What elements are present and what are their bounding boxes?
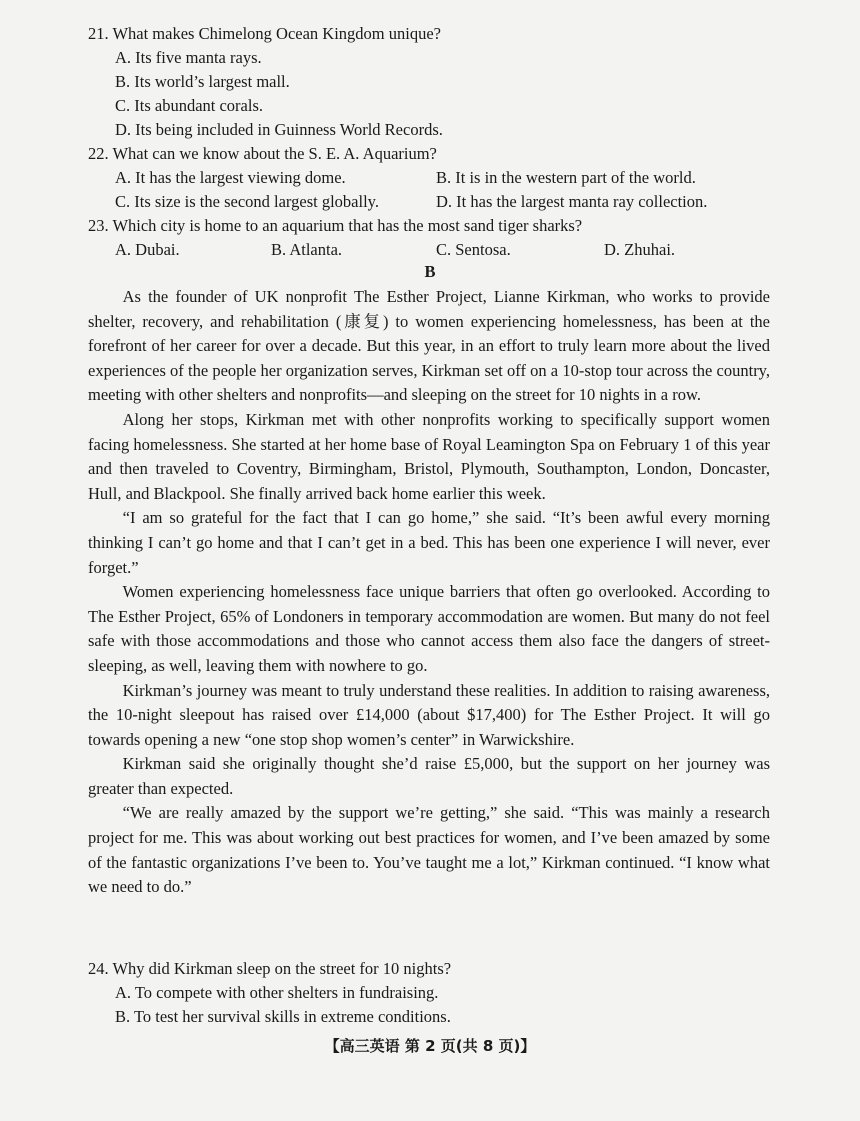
option: D. Zhuhai.: [604, 240, 676, 259]
question-stem: 22. What can we know about the S. E. A. Aquarium?: [88, 144, 437, 163]
option: B. Its world’s largest mall.: [115, 72, 290, 91]
option: D. Its being included in Guinness World Records.: [115, 120, 443, 139]
option: B. It is in the western part of the world.: [436, 168, 696, 187]
passage-paragraph: Kirkman said she originally thought she’d raise £5,000, but the support on her journey was greater than expected.: [88, 754, 770, 798]
option: C. Its abundant corals.: [115, 96, 264, 115]
question-stem: 24. Why did Kirkman sleep on the street for 10 nights?: [88, 959, 452, 978]
option: D. It has the largest manta ray collection.: [436, 192, 708, 211]
option: A. It has the largest viewing dome.: [115, 168, 346, 187]
question-stem: 21. What makes Chimelong Ocean Kingdom unique?: [88, 24, 441, 43]
passage-paragraph: As the founder of UK nonprofit The Esther Project, Lianne Kirkman, who works to provide shelter, recovery, and rehabilitation (康复) to women experiencing homelessness, has been at the forefront of her career for over a decade. But this year, in an effort to truly learn more about the lived experiences of the people her organization serves, Kirkman set off on a 10-stop tour across the country, meeting with other shelters and nonprofits—and sleeping on the street for 10 nights in a row.: [88, 287, 770, 405]
option: A. Its five manta rays.: [115, 48, 262, 67]
option: C. Its size is the second largest globally.: [115, 192, 379, 211]
option: A. Dubai.: [115, 240, 180, 259]
passage-paragraph: “I am so grateful for the fact that I can go home,” she said. “It’s been awful every morning thinking I can’t go home and that I can’t get in a bed. This has been one experience I will never, ever forget.”: [88, 508, 770, 577]
passage-paragraph: Kirkman’s journey was meant to truly understand these realities. In addition to raising awareness, the 10-night sleepout has raised over £14,000 (about $17,400) for The Esther Project. It will go towards opening a new “one stop shop women’s center” in Warwickshire.: [88, 680, 770, 749]
passage-paragraph: Along her stops, Kirkman met with other nonprofits working to specifically support women facing homelessness. She started at her home base of Royal Leamington Spa on February 1 of this year and then traveled to Coventry, Birmingham, Bristol, Plymouth, Southampton, London, Doncaster, Hull, and Blackpool. She finally arrived back home earlier this week.: [88, 409, 770, 503]
reading-passage: [88, 285, 770, 900]
option: B. Atlanta.: [271, 240, 343, 259]
option: B. To test her survival skills in extreme conditions.: [115, 1007, 451, 1026]
section-label: B: [424, 262, 436, 281]
question-stem: 23. Which city is home to an aquarium that has the most sand tiger sharks?: [88, 216, 583, 235]
option: C. Sentosa.: [436, 240, 511, 259]
passage-paragraph: Women experiencing homelessness face unique barriers that often go overlooked. According to The Esther Project, 65% of Londoners in temporary accommodation are women. But many do not feel safe with those accommodations and those who cannot access them also face the dangers of street-sleeping, as well, leaving them with nowhere to go.: [88, 582, 770, 675]
passage-paragraph: “We are really amazed by the support we’re getting,” she said. “This was mainly a research project for me. This was about working out best practices for women, and I’ve been amazed by some of the fantastic organizations I’ve been to. You’ve taught me a lot,” Kirkman continued. “I know what we need to do.”: [88, 803, 770, 897]
page-footer: 【高三英语 第 2 页(共 8 页)】: [324, 1037, 536, 1055]
option: A. To compete with other shelters in fundraising.: [115, 983, 439, 1002]
